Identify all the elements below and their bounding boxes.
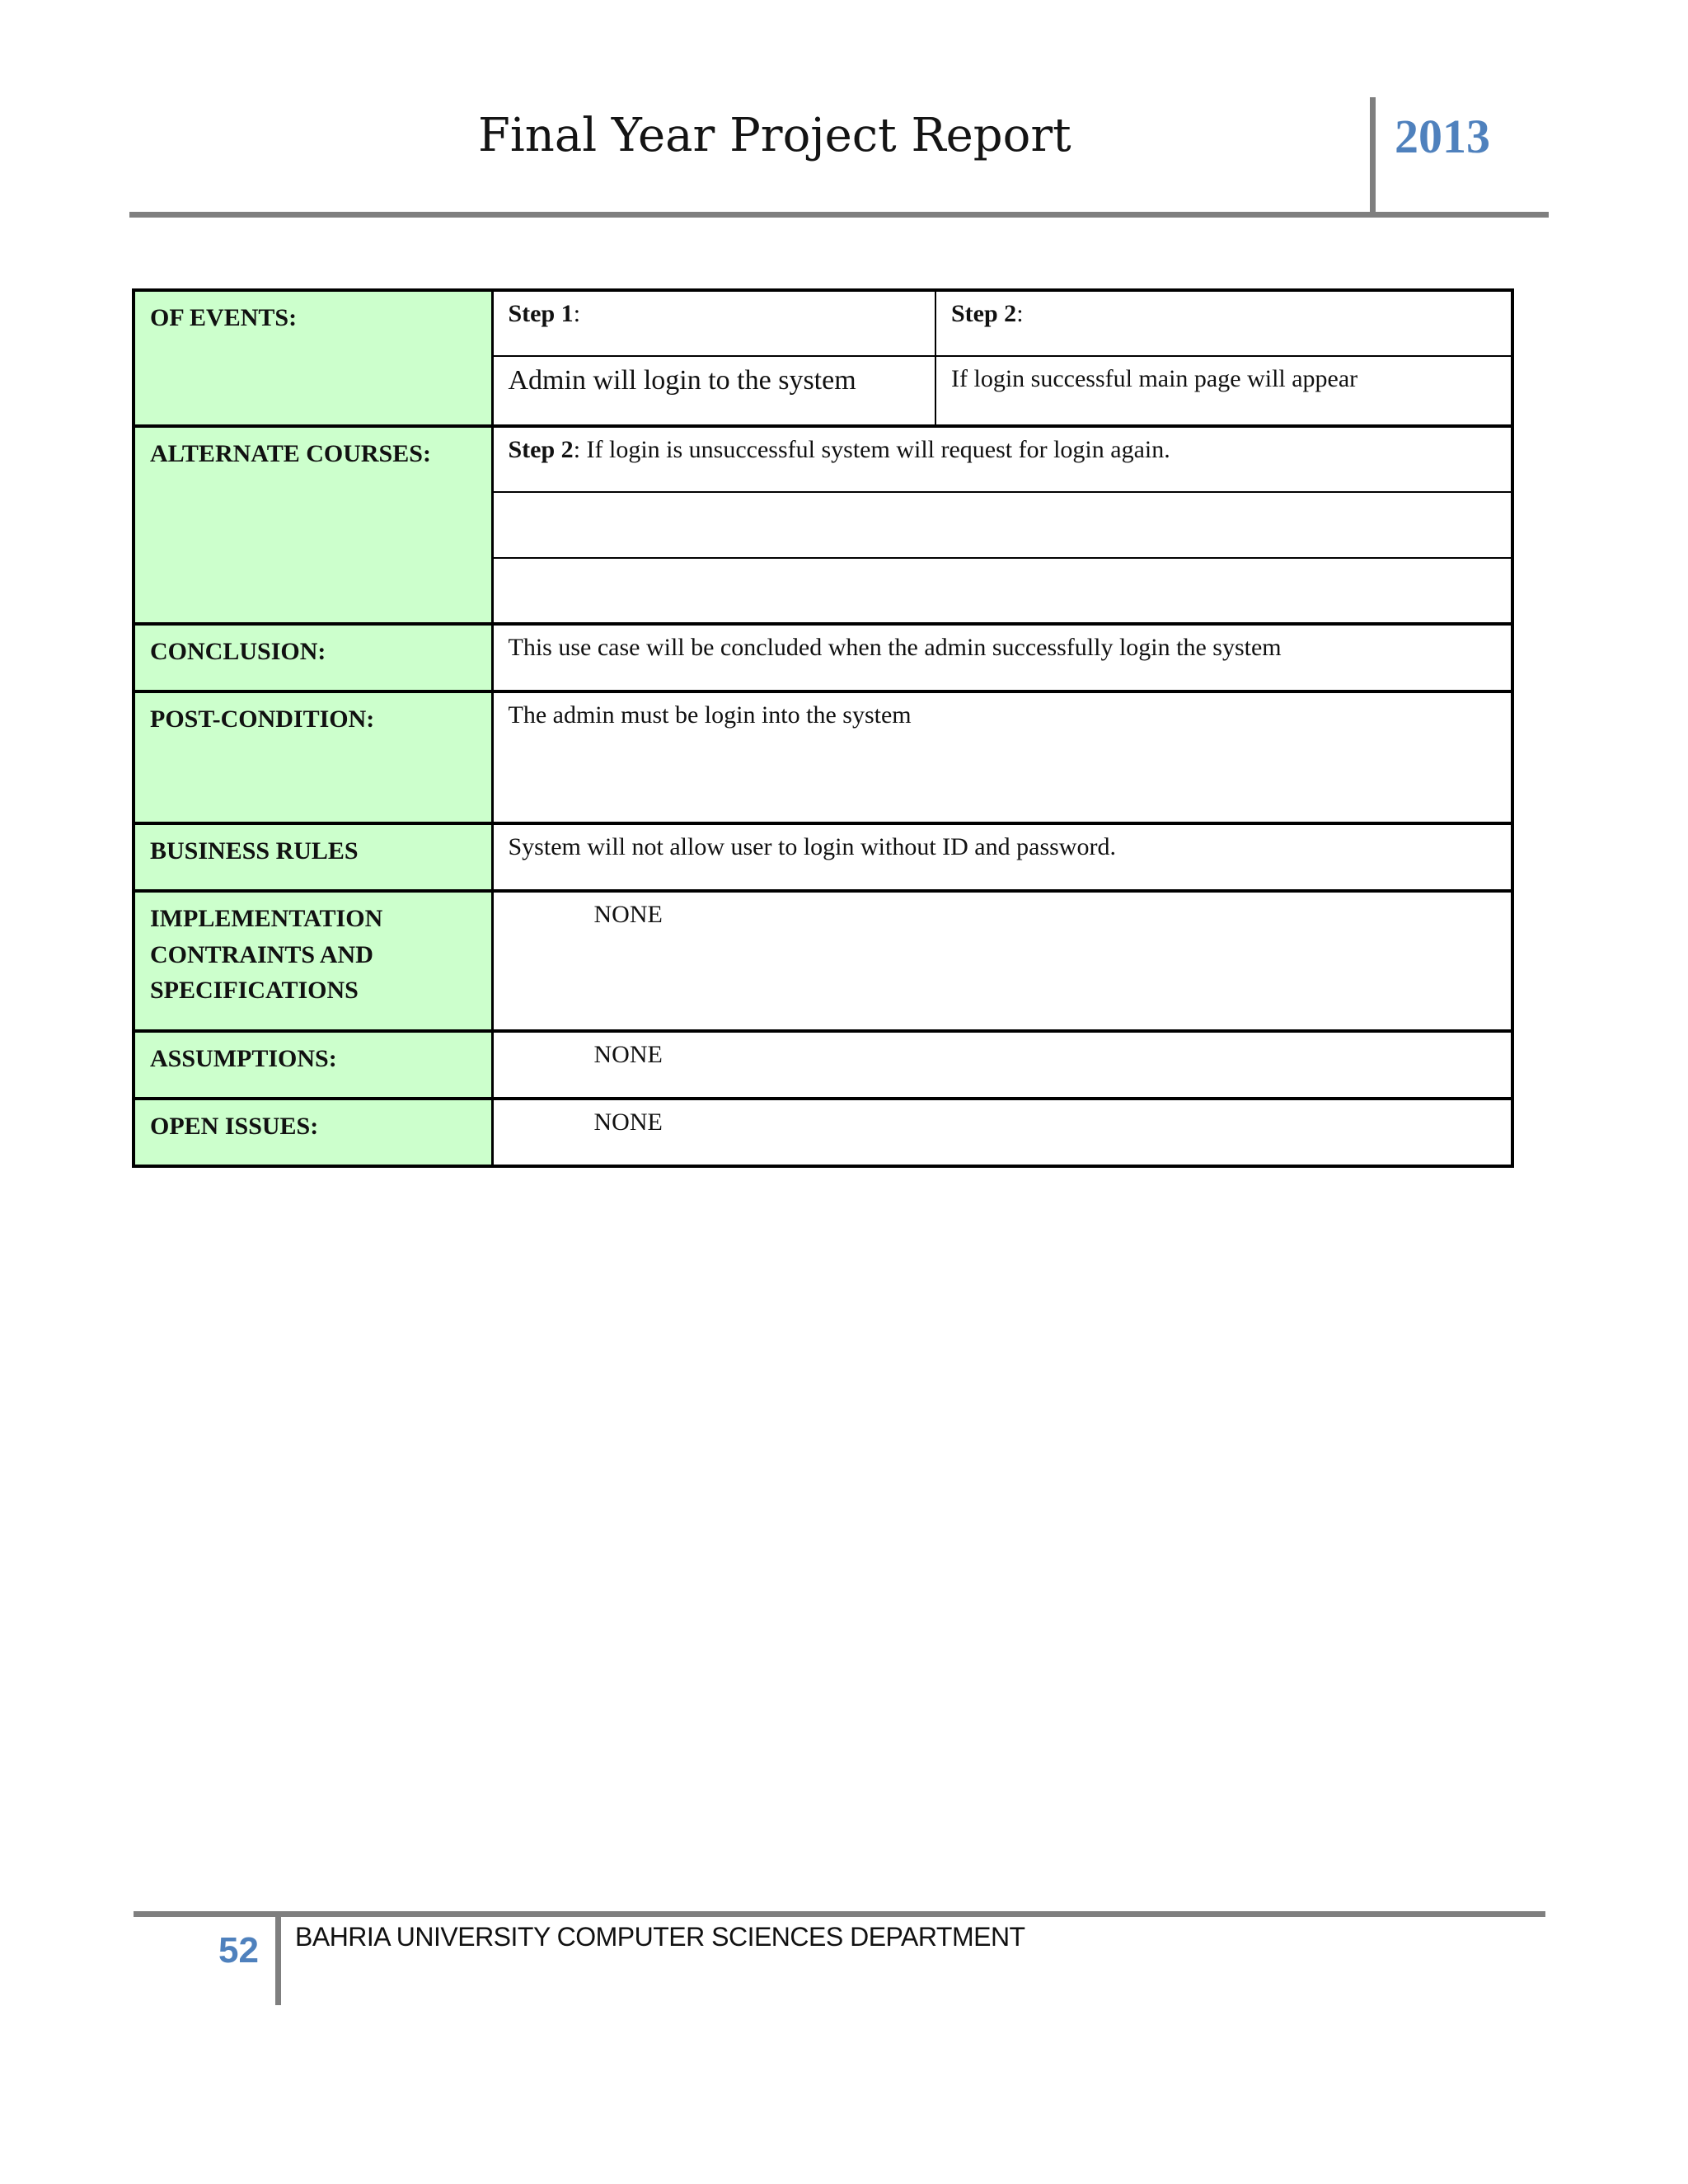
table-row	[134, 1099, 1512, 1166]
conclusion-label: CONCLUSION:	[134, 624, 492, 691]
post-condition-text: The admin must be login into the system	[492, 691, 1512, 823]
table-row	[134, 891, 1512, 1031]
step1-colon: :	[573, 300, 581, 327]
business-rules-text: System will not allow user to login without ID and password.	[492, 823, 1512, 891]
step1-header	[492, 290, 935, 356]
step1-label: Step 1	[508, 300, 574, 327]
step1-text: Admin will login to the system	[492, 356, 935, 426]
table-row	[134, 290, 1512, 356]
table-row	[134, 624, 1512, 691]
header-rule	[129, 212, 1549, 218]
table-row	[134, 691, 1512, 823]
open-issues-text: NONE	[492, 1099, 1512, 1166]
events-label: OF EVENTS:	[134, 290, 492, 426]
alt-step-text: : If login is unsuccessful system will request for login again.	[573, 436, 1170, 463]
step2-label: Step 2	[951, 300, 1017, 327]
alternate-empty-cell	[492, 492, 1512, 558]
alternate-empty-cell	[492, 558, 1512, 624]
step2-header	[935, 290, 1512, 356]
implementation-text: NONE	[492, 891, 1512, 1031]
open-issues-label: OPEN ISSUES:	[134, 1099, 492, 1166]
alternate-courses-text	[492, 426, 1512, 492]
assumptions-text: NONE	[492, 1031, 1512, 1099]
post-condition-label: POST-CONDITION:	[134, 691, 492, 823]
footer-department: BAHRIA UNIVERSITY COMPUTER SCIENCES DEPARTMENT	[295, 1922, 1025, 1952]
step2-colon: :	[1016, 300, 1024, 327]
alt-step-label: Step 2	[508, 436, 574, 463]
business-rules-label: BUSINESS RULES	[134, 823, 492, 891]
step2-text: If login successful main page will appear	[935, 356, 1512, 426]
table-row	[134, 426, 1512, 492]
assumptions-label: ASSUMPTIONS:	[134, 1031, 492, 1099]
use-case-table	[132, 288, 1514, 1168]
page-number: 52	[218, 1930, 259, 1971]
footer-rule	[134, 1911, 1545, 1917]
table-row	[134, 823, 1512, 891]
table-row	[134, 1031, 1512, 1099]
implementation-label: IMPLEMENTATION CONTRAINTS AND SPECIFICATIONS	[134, 891, 492, 1031]
conclusion-text: This use case will be concluded when the admin successfully login the system	[492, 624, 1512, 691]
header-year: 2013	[1395, 110, 1490, 163]
alternate-courses-label: ALTERNATE COURSES:	[134, 426, 492, 624]
page-title: Final Year Project Report	[478, 109, 1071, 162]
header-divider	[1370, 97, 1376, 218]
footer-divider	[275, 1911, 281, 2005]
